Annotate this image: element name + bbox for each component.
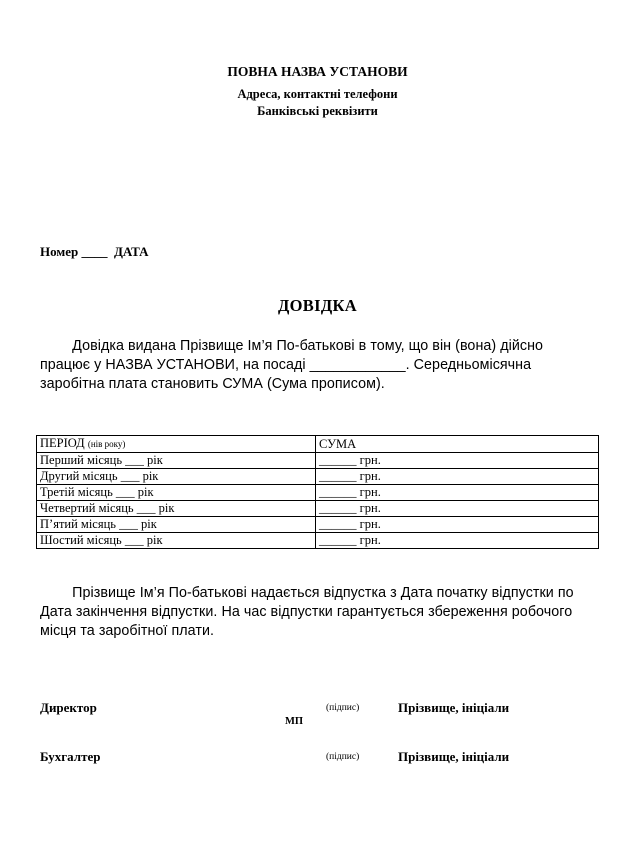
header-period: ПЕРІОД <box>40 436 85 450</box>
certificate-paragraph <box>40 337 600 394</box>
accountant-name: Прізвище, ініціали <box>398 749 510 764</box>
paragraph-line: працює у НАЗВА УСТАНОВИ, на посаді ____________. Середньомісячна <box>40 357 532 373</box>
table-header-row <box>37 436 599 453</box>
director-signature-hint: (підпис) <box>326 703 360 713</box>
sum-cell: ______ грн. <box>316 453 599 469</box>
paragraph-line: місця та заробітної плати. <box>40 623 215 639</box>
period-cell: Третій місяць ___ рік <box>37 485 316 501</box>
header-period-cell <box>37 436 316 453</box>
document-title: ДОВІДКА <box>278 296 357 315</box>
paragraph-line: Дата закінчення відпустки. На час відпустки гарантується збереження робочого <box>40 604 573 620</box>
period-cell: П’ятий місяць ___ рік <box>37 517 316 533</box>
header-period-note: (нів року) <box>87 439 126 449</box>
sum-cell: ______ грн. <box>316 469 599 485</box>
number-date-line: Номер ____ ДАТА <box>40 244 149 259</box>
table-row <box>37 533 599 549</box>
period-cell: Другий місяць ___ рік <box>37 469 316 485</box>
director-name: Прізвище, ініціали <box>398 700 510 715</box>
accountant-signature-hint: (підпис) <box>326 752 360 762</box>
organization-name: ПОВНА НАЗВА УСТАНОВИ <box>227 64 408 79</box>
table-row <box>37 485 599 501</box>
salary-table <box>36 435 599 549</box>
period-cell: Перший місяць ___ рік <box>37 453 316 469</box>
bank-details: Банківські реквізити <box>257 104 378 118</box>
stamp-placeholder: МП <box>285 716 304 727</box>
table-row <box>37 453 599 469</box>
accountant-label: Бухгалтер <box>40 749 101 764</box>
vacation-paragraph <box>40 584 600 641</box>
sum-cell: ______ грн. <box>316 517 599 533</box>
table-row <box>37 501 599 517</box>
organization-address: Адреса, контактні телефони <box>237 87 398 101</box>
sum-cell: ______ грн. <box>316 501 599 517</box>
period-cell: Шостий місяць ___ рік <box>37 533 316 549</box>
paragraph-line: Довідка видана Прізвище Ім’я По-батькові в тому, що він (вона) дійсно <box>40 338 544 354</box>
paragraph-line: Прізвище Ім’я По-батькові надається відпустка з Дата початку відпустки по <box>40 585 574 601</box>
sum-cell: ______ грн. <box>316 485 599 501</box>
header-sum-cell <box>316 436 599 453</box>
sum-cell: ______ грн. <box>316 533 599 549</box>
paragraph-line: заробітна плата становить СУМА (Сума прописом). <box>40 376 385 392</box>
header-sum: СУМА <box>319 436 357 451</box>
table-row <box>37 469 599 485</box>
period-cell: Четвертий місяць ___ рік <box>37 501 316 517</box>
director-label: Директор <box>40 700 97 715</box>
table-row <box>37 517 599 533</box>
